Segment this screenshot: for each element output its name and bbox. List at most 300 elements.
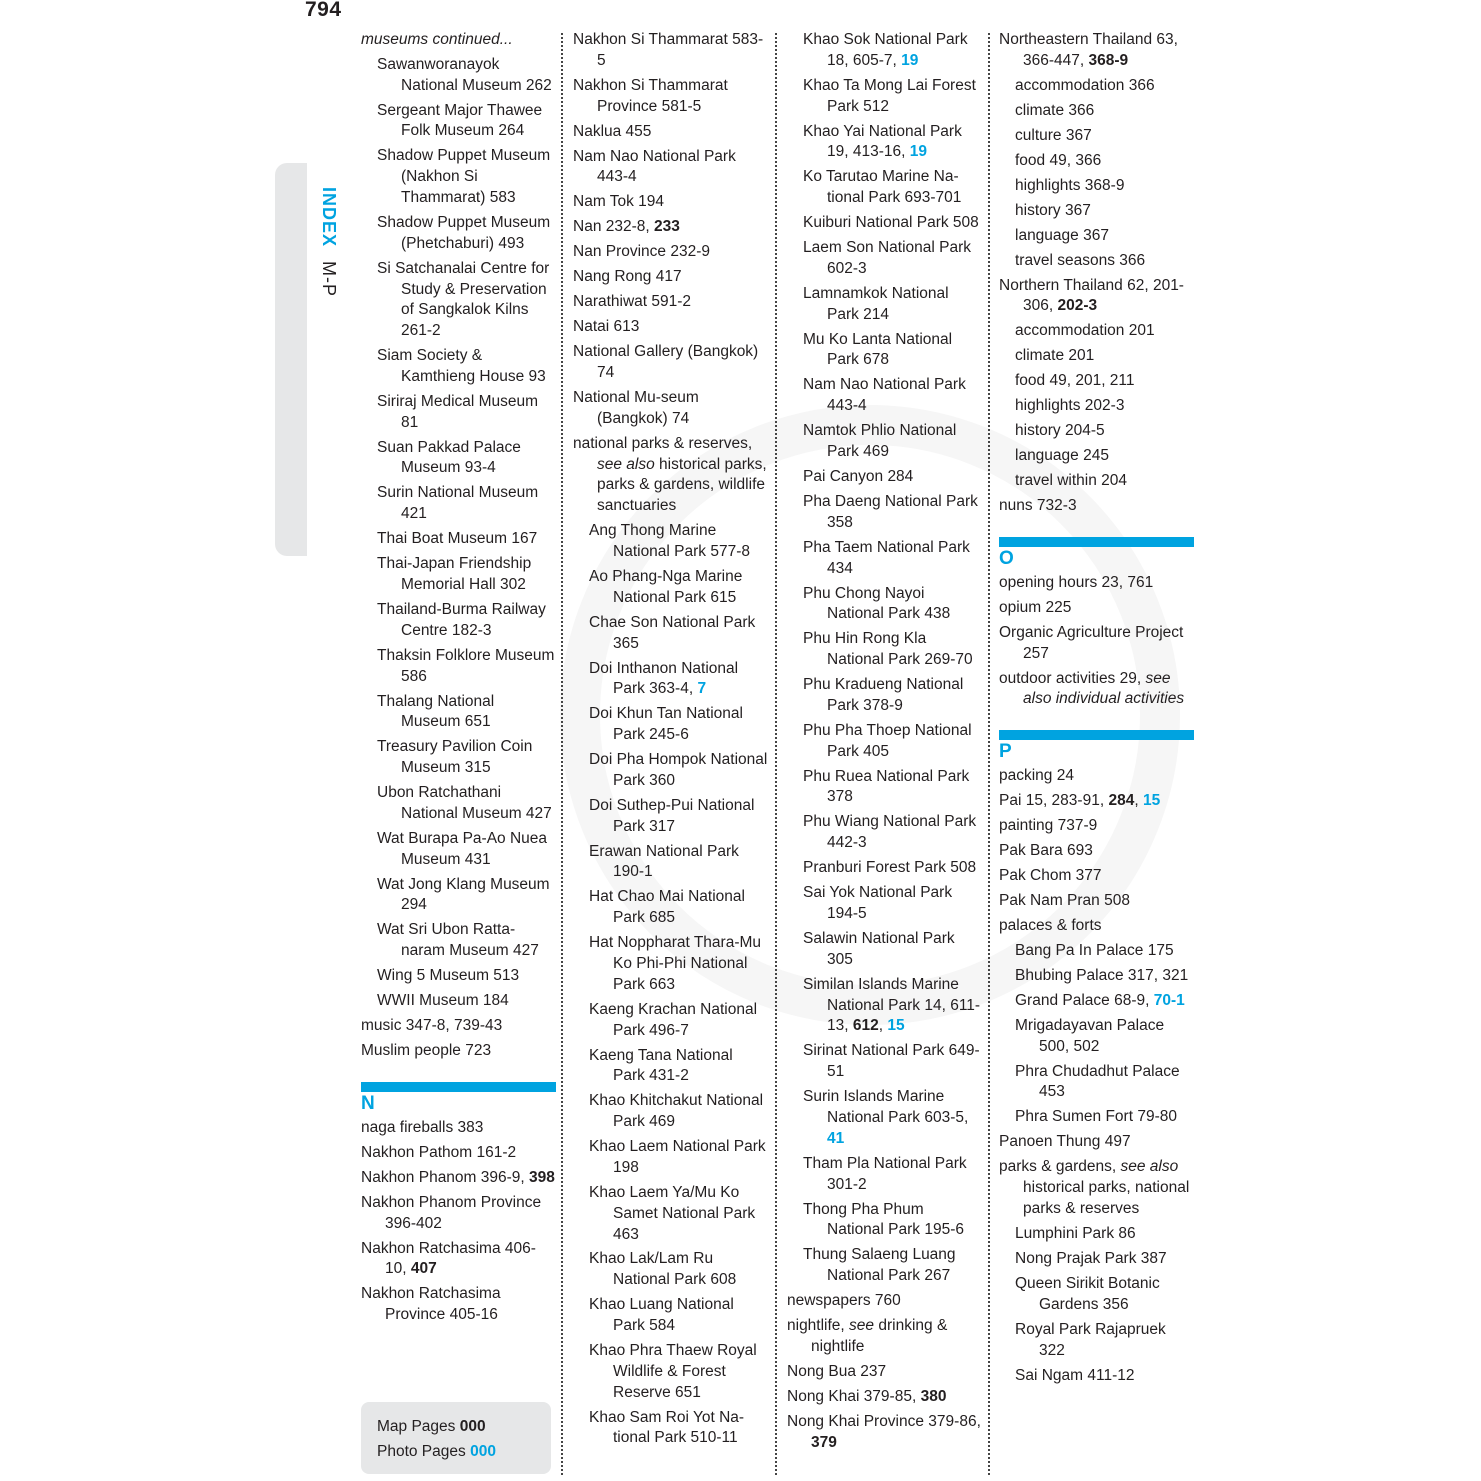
index-subentry xyxy=(573,933,768,995)
entry-text: Khao Laem National Park 198 xyxy=(589,1138,766,1176)
letter-heading: O xyxy=(999,548,1014,570)
map-page-ref: 407 xyxy=(410,1260,437,1278)
index-entry xyxy=(999,816,1194,837)
entry-text: Mrigadayavan Palace 500, 502 xyxy=(1015,1016,1165,1055)
entry-text: naga fireballs 383 xyxy=(361,1118,484,1136)
entry-text: history 204-5 xyxy=(1015,422,1105,440)
entry-text: Royal Park Rajapruek 322 xyxy=(1015,1320,1166,1359)
entry-text: language 245 xyxy=(1015,447,1109,465)
entry-text: Nam Nao National Park 443-4 xyxy=(573,147,736,186)
index-entry xyxy=(999,496,1194,517)
entry-text: parks & gardens, xyxy=(999,1158,1121,1176)
entry-text: Pai Canyon 284 xyxy=(803,468,914,486)
entry-text: Thaksin Folklore Museum 586 xyxy=(377,646,555,685)
entry-text: painting 737-9 xyxy=(999,817,1098,835)
entry-text: Wat Jong Klang Museum 294 xyxy=(377,875,550,914)
index-subentry xyxy=(361,55,556,97)
entry-text: Treasury Pavilion Coin Museum 315 xyxy=(377,738,533,777)
entry-text: travel seasons 366 xyxy=(1015,251,1146,269)
index-subentry xyxy=(573,567,768,609)
index-subentry xyxy=(787,767,982,809)
entry-text: Wat Sri Ubon Ratta-naram Museum 427 xyxy=(377,921,539,960)
index-entry xyxy=(999,841,1194,862)
entry-text: Pha Taem National Park 434 xyxy=(803,538,970,577)
entry-text: Suan Pakkad Palace Museum 93-4 xyxy=(377,438,521,477)
entry-text: Kuiburi National Park 508 xyxy=(803,214,979,232)
entry-text: Phra Chudadhut Palace 453 xyxy=(1015,1062,1180,1101)
entry-text: Bang Pa In Palace 175 xyxy=(1015,941,1174,959)
entry-text: Grand Palace 68-9, xyxy=(1015,991,1154,1009)
entry-text: Thalang National Museum 651 xyxy=(377,692,495,731)
entry-text: Khao Luang National Park 584 xyxy=(589,1296,734,1335)
index-entry xyxy=(999,669,1194,711)
index-subentry xyxy=(999,201,1194,222)
entry-text: food 49, 201, 211 xyxy=(1015,372,1135,390)
entry-text: highlights 368-9 xyxy=(1015,176,1125,194)
index-entry xyxy=(573,388,768,430)
index-entry xyxy=(573,317,768,338)
index-subentry xyxy=(361,438,556,480)
index-subentry xyxy=(787,492,982,534)
index-subentry xyxy=(787,629,982,671)
index-entry xyxy=(573,147,768,189)
entry-text: Khao Yai National Park 19, 413-16, xyxy=(803,122,962,161)
side-tab xyxy=(275,163,307,556)
map-page-ref: 612 xyxy=(852,1017,879,1035)
entry-text: Nan Province 232-9 xyxy=(573,243,710,261)
entry-text: Kaeng Tana National Park 431-2 xyxy=(589,1046,733,1085)
index-subentry xyxy=(573,613,768,655)
entry-text: Sai Yok National Park 194-5 xyxy=(803,884,953,923)
index-subentry xyxy=(573,750,768,792)
entry-text: culture 367 xyxy=(1015,126,1092,144)
photo-pages-label: Photo Pages xyxy=(377,1443,466,1460)
photo-page-ref: 15 xyxy=(887,1017,905,1035)
index-subentry xyxy=(999,446,1194,467)
index-subentry xyxy=(361,646,556,688)
entry-text: Tham Pla National Park 301-2 xyxy=(803,1154,967,1193)
index-subentry xyxy=(999,966,1194,987)
entry-text: opium 225 xyxy=(999,598,1072,616)
photo-page-ref: 15 xyxy=(1142,792,1161,810)
index-subentry xyxy=(787,421,982,463)
photo-pages-value: 000 xyxy=(470,1443,496,1460)
index-subentry xyxy=(999,371,1194,392)
index-subentry xyxy=(361,529,556,550)
side-tab-range: M-P xyxy=(319,261,339,298)
index-entry xyxy=(999,276,1194,318)
entry-text: Wing 5 Museum 513 xyxy=(377,967,520,985)
entry-text: Nong Khai Province 379-86, xyxy=(787,1412,981,1430)
index-entry xyxy=(573,434,768,517)
entry-text: Doi Pha Hompok National Park 360 xyxy=(589,751,768,789)
map-pages-value: 000 xyxy=(459,1418,486,1435)
index-subentry xyxy=(361,829,556,871)
index-subentry xyxy=(573,659,768,701)
entry-text: Natai 613 xyxy=(573,318,640,336)
entry-text: Phu Chong Nayoi National Park 438 xyxy=(803,584,951,623)
entry-text: Nong Bua 237 xyxy=(787,1362,887,1380)
entry-text: Ang Thong Marine National Park 577-8 xyxy=(589,522,750,560)
index-subentry xyxy=(573,1408,768,1450)
entry-text: accommodation 366 xyxy=(1015,76,1155,94)
entry-text: historical parks, national parks & reserves xyxy=(1023,1179,1190,1218)
entry-text: climate 366 xyxy=(1015,101,1095,119)
index-subentry xyxy=(361,392,556,434)
entry-text: Sawanworanayok National Museum 262 xyxy=(377,55,552,94)
entry-text: see also xyxy=(1120,1158,1179,1176)
column-divider xyxy=(988,33,990,1475)
index-entry xyxy=(361,1041,556,1062)
entry-text: Siam Society & Kamthieng House 93 xyxy=(377,347,546,385)
index-entry xyxy=(999,1157,1194,1219)
index-column-4 xyxy=(999,30,1194,1391)
entry-text: Sirinat National Park 649-51 xyxy=(803,1042,980,1081)
index-entry xyxy=(999,916,1194,937)
index-entry xyxy=(999,30,1194,72)
entry-text: see xyxy=(849,1317,875,1335)
index-subentry xyxy=(573,796,768,838)
entry-text: Nakhon Pathom 161-2 xyxy=(361,1143,517,1161)
entry-text: Khao Laem Ya/Mu Ko Samet National Park 463 xyxy=(589,1183,756,1243)
photo-page-ref: 19 xyxy=(909,143,927,161)
index-entry xyxy=(999,766,1194,787)
index-entry xyxy=(573,292,768,313)
index-subentry xyxy=(361,966,556,987)
entry-text: see also xyxy=(597,455,655,473)
index-entry xyxy=(999,1132,1194,1153)
index-subentry xyxy=(787,167,982,209)
index-subentry xyxy=(999,321,1194,342)
entry-text: Khao Sok National Park 18, 605-7, xyxy=(803,31,968,69)
index-subentry xyxy=(787,1087,982,1149)
column-divider xyxy=(561,33,563,1475)
entry-text: Thai-Japan Friendship Memorial Hall 302 xyxy=(377,555,532,593)
index-subentry xyxy=(573,1137,768,1179)
index-column-2 xyxy=(573,30,768,1453)
side-tab-label xyxy=(318,187,339,297)
entry-text: Pak Bara 693 xyxy=(999,842,1093,860)
entry-text: opening hours 23, 761 xyxy=(999,573,1154,591)
index-subentry xyxy=(361,737,556,779)
letter-section-bar xyxy=(999,537,1194,547)
entry-text: Nang Rong 417 xyxy=(573,268,682,286)
index-subentry xyxy=(999,76,1194,97)
index-subentry xyxy=(999,346,1194,367)
index-subentry xyxy=(361,213,556,255)
entry-text: Sergeant Major Thawee Folk Museum 264 xyxy=(377,101,543,140)
page-number: 794 xyxy=(305,0,342,21)
entry-text: Wat Burapa Pa-Ao Nuea Museum 431 xyxy=(377,829,548,868)
photo-page-ref: 41 xyxy=(827,1129,845,1147)
index-subentry xyxy=(999,1249,1194,1270)
index-subentry xyxy=(361,600,556,642)
entry-text: accommodation 201 xyxy=(1015,322,1155,340)
map-pages-label: Map Pages xyxy=(377,1418,456,1435)
index-subentry xyxy=(999,1016,1194,1058)
index-subentry xyxy=(787,883,982,925)
entry-text: palaces & forts xyxy=(999,916,1102,934)
index-subentry xyxy=(573,704,768,746)
entry-text: Shadow Puppet Museum (Phetchaburi) 493 xyxy=(377,213,551,252)
entry-text: Sai Ngam 411-12 xyxy=(1015,1366,1135,1384)
index-subentry xyxy=(361,146,556,208)
entry-text: climate 201 xyxy=(1015,347,1095,365)
entry-text: Mu Ko Lanta National Park 678 xyxy=(803,330,953,369)
index-subentry xyxy=(787,1200,982,1242)
entry-text: Panoen Thung 497 xyxy=(999,1133,1131,1151)
entry-text: nightlife, xyxy=(787,1317,850,1335)
index-subentry xyxy=(573,1046,768,1088)
entry-text: Laem Son National Park 602-3 xyxy=(803,239,972,277)
map-pages-key xyxy=(377,1414,551,1439)
index-subentry xyxy=(787,1154,982,1196)
index-subentry xyxy=(573,1091,768,1133)
index-entry xyxy=(573,122,768,143)
index-entry xyxy=(999,573,1194,594)
entry-text: historical parks, parks & gardens, wildlife sanctuaries xyxy=(597,455,767,515)
index-entry xyxy=(573,192,768,213)
entry-text: Northeastern Thailand 63, 366-447, xyxy=(999,31,1178,69)
entry-text: Nam Nao National Park 443-4 xyxy=(803,376,966,415)
map-page-ref: 202-3 xyxy=(1057,297,1098,315)
entry-text: Nong Prajak Park 387 xyxy=(1015,1250,1167,1267)
index-subentry xyxy=(361,692,556,734)
entry-text: Kaeng Krachan National Park 496-7 xyxy=(589,1000,758,1039)
index-subentry xyxy=(361,346,556,388)
entry-text: Nakhon Ratchasima 406-10, xyxy=(361,1239,536,1278)
photo-page-ref: 70-1 xyxy=(1153,991,1185,1009)
index-subentry xyxy=(361,483,556,525)
index-subentry xyxy=(573,1000,768,1042)
letter-heading: N xyxy=(361,1092,375,1114)
entry-text: Surin National Museum 421 xyxy=(377,484,539,523)
index-subentry xyxy=(999,251,1194,272)
entry-text: Shadow Puppet Museum (Nakhon Si Thammarat) 583 xyxy=(377,147,551,206)
index-entry xyxy=(999,866,1194,887)
index-entry xyxy=(999,891,1194,912)
entry-text: Phu Wiang National Park 442-3 xyxy=(803,813,977,852)
entry-text: see also individual activities xyxy=(1023,669,1185,708)
index-entry xyxy=(999,598,1194,619)
entry-text: Naklua 455 xyxy=(573,122,652,140)
photo-page-ref: 19 xyxy=(901,51,919,69)
index-subentry xyxy=(787,284,982,326)
entry-text: nuns 732-3 xyxy=(999,497,1077,515)
map-page-ref: 398 xyxy=(529,1168,555,1186)
index-subentry xyxy=(787,675,982,717)
entry-text: travel within 204 xyxy=(1015,472,1128,490)
entry-text: Doi Suthep-Pui National Park 317 xyxy=(589,796,755,835)
entry-text: Hat Noppharat Thara-Mu Ko Phi-Phi National Park 663 xyxy=(589,934,762,993)
entry-text: Similan Islands Marine National Park 14, 611-13, xyxy=(803,975,981,1035)
photo-page-ref: 7 xyxy=(697,680,707,698)
index-subentry xyxy=(999,396,1194,417)
entry-text: Phu Pha Thoep National Park 405 xyxy=(803,721,972,760)
continued-heading: museums continued... xyxy=(361,31,513,48)
entry-text: Lamnamkok National Park 214 xyxy=(803,284,949,323)
entry-text: highlights 202-3 xyxy=(1015,397,1125,415)
index-entry xyxy=(573,217,768,238)
entry-text: Nan 232-8, xyxy=(573,218,654,236)
index-subentry xyxy=(999,101,1194,122)
entry-text: Ko Tarutao Marine Na-tional Park 693-701 xyxy=(803,168,962,207)
index-subentry xyxy=(787,538,982,580)
letter-section-bar xyxy=(361,1082,556,1092)
entry-text: language 367 xyxy=(1015,226,1109,244)
index-subentry xyxy=(999,1320,1194,1362)
entry-text: Pranburi Forest Park 508 xyxy=(803,859,977,877)
entry-text: Pha Daeng National Park 358 xyxy=(803,493,978,531)
index-subentry xyxy=(361,554,556,596)
index-entry xyxy=(787,1316,982,1358)
index-entry xyxy=(787,1291,982,1312)
entry-text: , xyxy=(878,1017,888,1035)
index-subentry xyxy=(787,467,982,488)
entry-text: Nong Khai 379-85, xyxy=(787,1387,921,1405)
index-subentry xyxy=(787,812,982,854)
entry-text: food 49, 366 xyxy=(1015,151,1102,169)
entry-text: Pai 15, 283-91, xyxy=(999,792,1109,810)
entry-text: Siriraj Medical Museum 81 xyxy=(377,392,539,431)
index-subentry xyxy=(787,929,982,971)
entry-text: National Mu-seum (Bangkok) 74 xyxy=(573,389,699,427)
index-subentry xyxy=(361,259,556,342)
index-subentry xyxy=(573,1295,768,1337)
entry-text: Namtok Phlio National Park 469 xyxy=(803,422,957,461)
entry-text: Surin Islands Marine National Park 603-5, xyxy=(803,1088,969,1126)
entry-text: WWII Museum 184 xyxy=(377,992,509,1010)
index-subentry xyxy=(999,126,1194,147)
index-column-1 xyxy=(361,30,556,1330)
index-subentry xyxy=(361,101,556,143)
index-subentry xyxy=(361,875,556,917)
entry-text: Si Satchanalai Centre for Study & Preservation of Sangkalok Kilns 261-2 xyxy=(377,259,550,340)
index-subentry xyxy=(787,375,982,417)
entry-text: Khao Ta Mong Lai Forest Park 512 xyxy=(803,76,976,115)
index-subentry xyxy=(573,521,768,563)
index-subentry xyxy=(999,471,1194,492)
index-subentry xyxy=(787,122,982,164)
index-entry xyxy=(361,1284,556,1326)
index-entry xyxy=(573,242,768,263)
entry-text: Narathiwat 591-2 xyxy=(573,293,692,311)
index-subentry xyxy=(787,1245,982,1287)
entry-text: Organic Agriculture Project 257 xyxy=(999,623,1184,662)
index-subentry xyxy=(787,858,982,879)
index-entry xyxy=(573,76,768,118)
entry-text: Queen Sirikit Botanic Gardens 356 xyxy=(1015,1274,1160,1313)
page-key-box xyxy=(361,1402,551,1474)
index-subentry xyxy=(999,1062,1194,1104)
index-entry xyxy=(999,791,1194,812)
entry-text: Thung Salaeng Luang National Park 267 xyxy=(803,1246,956,1285)
index-subentry xyxy=(999,1107,1194,1128)
entry-text: packing 24 xyxy=(999,767,1074,785)
index-subentry xyxy=(573,1183,768,1245)
index-subentry xyxy=(787,238,982,280)
entry-text: Thong Pha Phum National Park 195-6 xyxy=(803,1200,964,1239)
index-subentry xyxy=(361,920,556,962)
photo-pages-key xyxy=(377,1439,551,1464)
entry-text: Khao Phra Thaew Royal Wildlife & Forest Reserve 651 xyxy=(589,1342,757,1401)
entry-text: Doi Khun Tan National Park 245-6 xyxy=(589,705,743,744)
index-subentry xyxy=(573,842,768,884)
index-subentry xyxy=(999,226,1194,247)
index-subentry xyxy=(999,941,1194,962)
index-entry xyxy=(573,30,768,72)
index-entry xyxy=(787,1412,982,1454)
entry-text: Muslim people 723 xyxy=(361,1042,492,1060)
index-entry xyxy=(999,623,1194,665)
entry-text: Phu Ruea National Park 378 xyxy=(803,767,970,806)
entry-text: Phu Kradueng National Park 378-9 xyxy=(803,676,964,714)
entry-text: Hat Chao Mai National Park 685 xyxy=(589,888,745,927)
entry-text: Doi Inthanon National Park 363-4, xyxy=(589,659,739,698)
entry-text: Pak Nam Pran 508 xyxy=(999,891,1130,909)
index-subentry xyxy=(787,584,982,626)
column-divider xyxy=(775,33,777,1475)
entry-text: drinking & nightlife xyxy=(811,1317,948,1355)
entry-text: Thai Boat Museum 167 xyxy=(377,530,538,548)
index-subentry xyxy=(999,176,1194,197)
index-entry xyxy=(361,1016,556,1037)
map-page-ref: 233 xyxy=(654,218,680,236)
index-subentry xyxy=(999,1274,1194,1316)
entry-text: national parks & reserves, xyxy=(573,434,753,452)
letter-section-bar xyxy=(999,730,1194,740)
entry-text: Nakhon Si Thammarat Province 581-5 xyxy=(573,76,728,115)
index-entry xyxy=(361,1143,556,1164)
index-entry xyxy=(573,267,768,288)
entry-text: Bhubing Palace 317, 321 xyxy=(1015,966,1189,984)
entry-text: Chae Son National Park 365 xyxy=(589,613,756,652)
index-subentry xyxy=(787,213,982,234)
index-subentry xyxy=(787,30,982,72)
entry-text: Erawan National Park 190-1 xyxy=(589,842,739,881)
map-page-ref: 368-9 xyxy=(1088,51,1129,69)
entry-text: Phu Hin Rong Kla National Park 269-70 xyxy=(803,630,973,669)
index-entry xyxy=(787,1362,982,1383)
index-subentry xyxy=(787,975,982,1037)
entry-text: , xyxy=(1134,792,1143,810)
entry-text: Pak Chom 377 xyxy=(999,867,1102,884)
index-subentry xyxy=(999,991,1194,1012)
index-subentry xyxy=(361,991,556,1012)
map-page-ref: 284 xyxy=(1108,792,1135,810)
index-entry xyxy=(361,1239,556,1281)
entry-text: Lumphini Park 86 xyxy=(1015,1225,1136,1243)
index-subentry xyxy=(999,151,1194,172)
index-entry xyxy=(361,1168,556,1189)
index-column-3 xyxy=(787,30,982,1458)
entry-text: Northern Thailand 62, 201-306, xyxy=(999,276,1184,315)
map-page-ref: 379 xyxy=(811,1433,837,1451)
entry-text: Nakhon Phanom 396-9, xyxy=(361,1168,530,1186)
entry-text: Nakhon Ratchasima Province 405-16 xyxy=(361,1285,501,1324)
entry-text: Khao Sam Roi Yot Na-tional Park 510-11 xyxy=(589,1408,745,1447)
index-subentry xyxy=(573,887,768,929)
entry-text: Nakhon Si Thammarat 583-5 xyxy=(573,31,764,69)
entry-text: music 347-8, 739-43 xyxy=(361,1017,503,1035)
entry-text: Ubon Ratchathani National Museum 427 xyxy=(377,784,552,822)
index-entry xyxy=(361,1118,556,1139)
index-entry xyxy=(573,342,768,384)
index-subentry xyxy=(787,1041,982,1083)
entry-text: history 367 xyxy=(1015,201,1091,219)
index-subentry xyxy=(361,783,556,825)
letter-heading: P xyxy=(999,741,1012,763)
